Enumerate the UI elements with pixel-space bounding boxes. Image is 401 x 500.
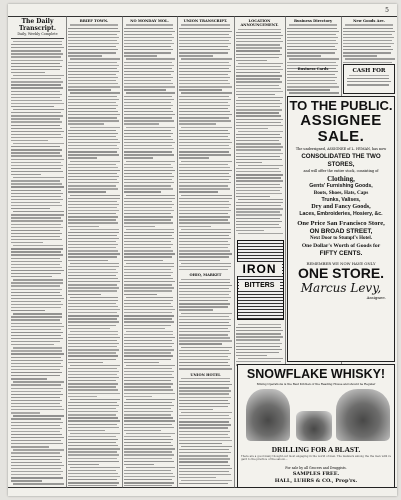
company-name: HALL, LUHRS & CO., Prop'rs. xyxy=(274,478,358,484)
remember-line: REMEMBER WE NOW HAVE ONLY xyxy=(306,261,376,267)
iron-sub: BITTERS xyxy=(239,282,280,289)
samples-free: SAMPLES FREE. xyxy=(292,471,340,477)
one-store: ONE STORE. xyxy=(297,265,385,282)
column-heading: New Goods Are. xyxy=(353,19,385,23)
next-door: Next Door to Stumpf's Hotel. xyxy=(310,236,372,242)
iron-bitters-engraving xyxy=(237,240,284,320)
column-1 xyxy=(11,18,64,486)
column-3 xyxy=(124,18,175,486)
whisky-engraving xyxy=(296,411,332,441)
druggists-line: For sale by all Grocers and Druggists. xyxy=(285,466,347,470)
ad-text xyxy=(347,75,391,86)
business-cards xyxy=(287,66,339,86)
assignee-sale-ad xyxy=(287,96,395,362)
article-text xyxy=(68,24,120,486)
assignee-title: ASSIGNEE SALE. xyxy=(300,112,382,145)
goods-item: Laces, Embroideries, Hosiery, &c. xyxy=(299,210,383,217)
goods-item: Dry and Fancy Goods, xyxy=(311,203,371,211)
cash-for-ad xyxy=(343,64,395,94)
iron-bitters-ad xyxy=(237,240,282,320)
assignee-word: Assignee. xyxy=(366,295,386,301)
on-street: ON BROAD STREET, xyxy=(309,228,373,236)
consolidated-sub: and will offer the entire stock, consisting of xyxy=(303,169,379,173)
column-4 xyxy=(179,18,232,486)
miner-engraving xyxy=(336,389,390,441)
ad-heading: OHIO, MARKET xyxy=(189,273,222,278)
column-2 xyxy=(68,18,120,486)
column-5 xyxy=(236,18,283,236)
column-heading: Business Cards xyxy=(297,67,329,71)
ad-text xyxy=(179,378,232,486)
goods-item: Gents' Furnishing Goods, xyxy=(309,183,373,190)
masthead-title: The Daily Transcript. xyxy=(19,18,56,32)
assignee-intro: The undersigned, ASSIGNEE of L. HYMAN, has now xyxy=(295,147,387,151)
column-rule xyxy=(234,16,235,488)
column-5-lower xyxy=(236,324,283,366)
cash-for-title: CASH FOR xyxy=(352,68,386,74)
public-title: TO THE PUBLIC. xyxy=(289,98,393,113)
ad-text xyxy=(236,324,283,366)
goods-item: Trunks, Valises, xyxy=(321,196,361,203)
drilling-title: DRILLING FOR A BLAST. xyxy=(271,445,361,454)
column-heading: LOCATION ANNOUNCEMENT. xyxy=(240,19,279,28)
column-heading: BRIEF TOWN. xyxy=(79,19,109,23)
divider xyxy=(11,38,64,39)
goods-item: Clothing, xyxy=(327,175,355,183)
column-heading: UNION TRANSCRIPT. xyxy=(183,19,228,23)
article-text xyxy=(179,24,232,270)
price-line: One Price San Francisco Store, xyxy=(297,220,385,228)
snowflake-sub: Mixing Operations is the Best Kitchen of the Reading House and should be Regular xyxy=(256,382,376,386)
snowflake-whisky-ad xyxy=(237,364,395,488)
article-text xyxy=(11,41,64,486)
column-rule xyxy=(122,16,123,488)
column-heading: Business Directory xyxy=(293,19,333,23)
drilling-body: There are a good many thought-out most engaging in the world of men. The manners among the the men with regard to the practice of the saloon... xyxy=(241,455,391,462)
column-heading: NO MONDAY MOL. xyxy=(130,19,169,23)
column-rule xyxy=(177,16,178,488)
snowflake-title: SNOWFLAKE WHISKY! xyxy=(246,367,386,381)
goods-list xyxy=(288,175,394,217)
article-text xyxy=(236,29,283,236)
dollars-line: One Dollar's Worth of Goods for xyxy=(301,243,381,250)
fifty-cents: FIFTY CENTS. xyxy=(319,250,363,258)
signature: Marcus Levy, xyxy=(300,281,382,296)
goods-item: Boots, Shoes, Hats, Caps xyxy=(313,190,369,196)
ad-text xyxy=(179,279,232,370)
newspaper-page xyxy=(8,4,397,496)
ad-heading: UNION HOTEL xyxy=(190,372,221,377)
consolidated-line: CONSOLIDATED THE TWO STORES, xyxy=(301,153,381,168)
column-rule xyxy=(66,16,67,488)
miner-engraving xyxy=(246,389,290,441)
iron-brand: IRON xyxy=(237,262,282,276)
article-text xyxy=(124,24,175,486)
masthead-subtitle: Daily, Weekly Complete xyxy=(17,32,58,36)
page-number: 5 xyxy=(385,7,389,14)
